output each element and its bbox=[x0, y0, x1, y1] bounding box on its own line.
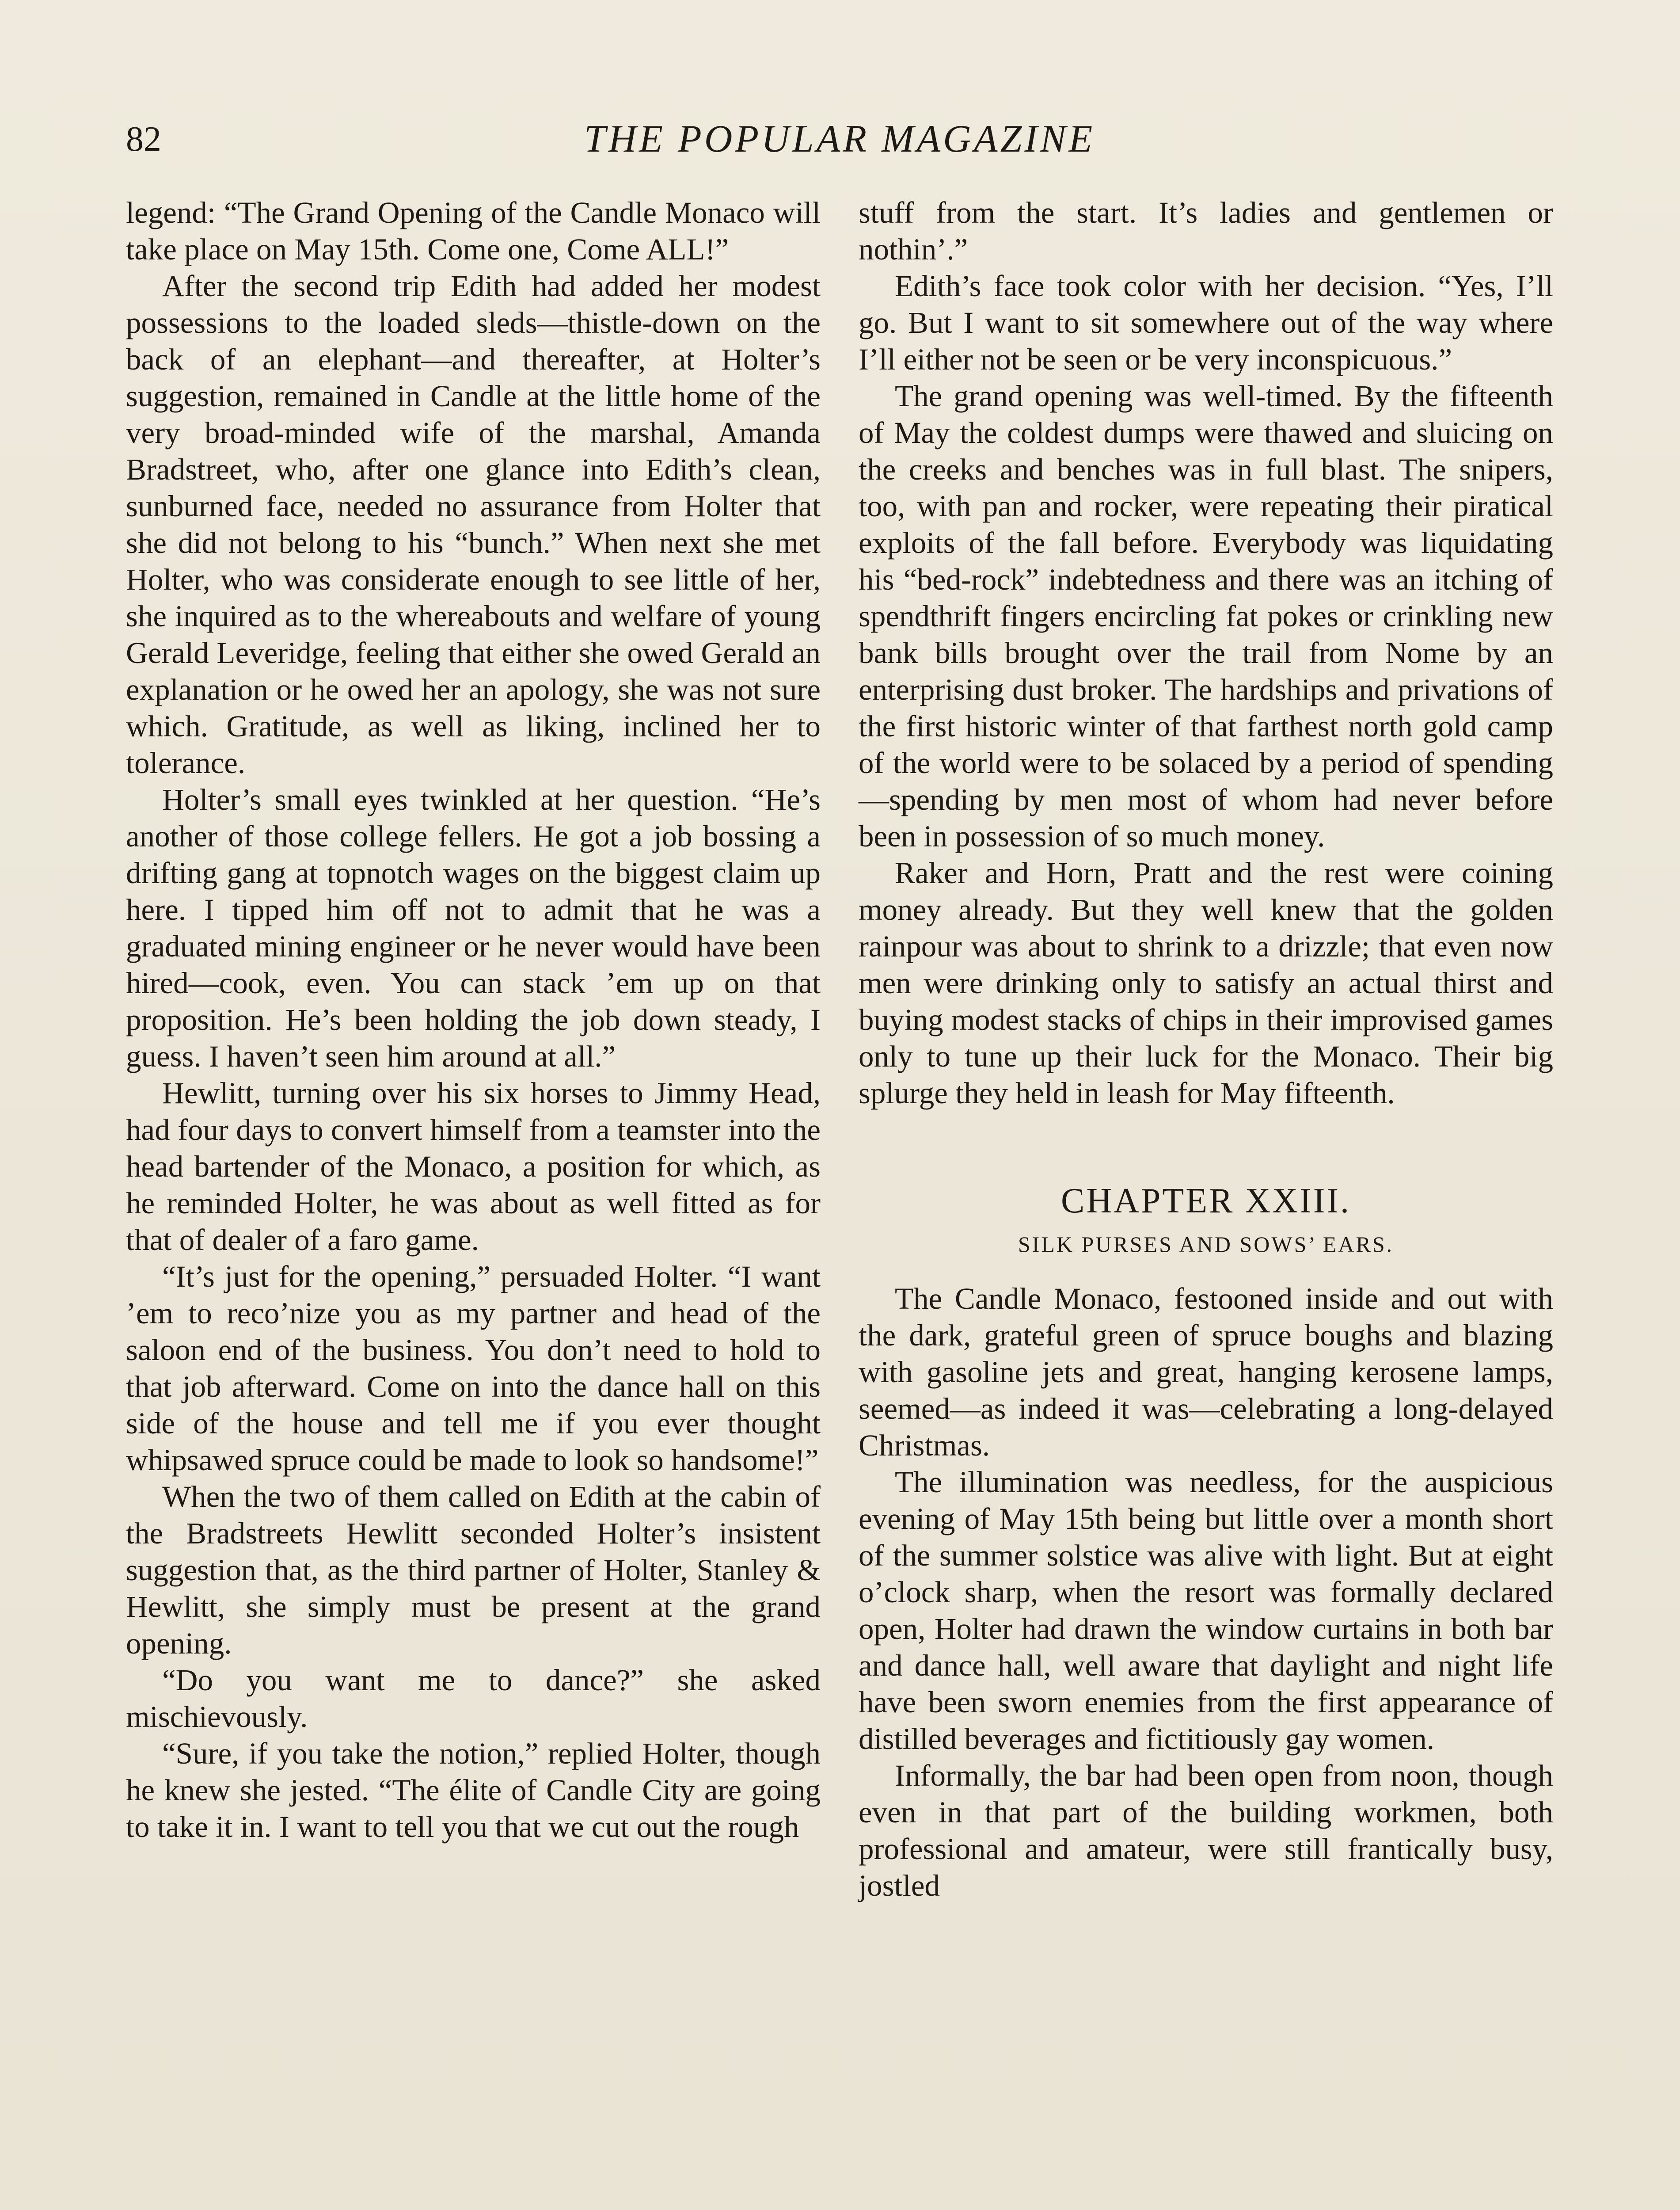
running-head: THE POPULAR MAGAZINE bbox=[584, 118, 1095, 160]
paragraph: After the second trip Edith had added her modest possessions to the loaded sleds—thistle-down on the back of an elephant—and thereafter, at Holter’s suggestion, remained in Candle at the little home of the very broad-minded wife of the marshal, Amanda Bradstreet, who, after one glance into Edith’s clean, sunburned face, needed no assurance from Holter that she did not belong to his “bunch.” When next she met Holter, who was considerate enough to see little of her, she inquired as to the whereabouts and welfare of young Gerald Leveridge, feeling that either she owed Gerald an explanation or he owed her an apology, she was not sure which. Gratitude, as well as liking, inclined her to tolerance. bbox=[126, 269, 821, 780]
page-header bbox=[126, 113, 1553, 166]
paragraph: When the two of them called on Edith at the cabin of the Bradstreets Hewlitt seconded Holter’s insistent suggestion that, as the third partner of Holter, Stanley & Hewlitt, she simply must be present at the grand opening. bbox=[126, 1480, 821, 1660]
right-column bbox=[859, 194, 1553, 1904]
paragraph: Informally, the bar had been open from noon, though even in that part of the building workmen, both professional and amateur, were still frantically busy, jostled bbox=[859, 1759, 1553, 1902]
chapter-title: CHAPTER XXIII. bbox=[1061, 1181, 1351, 1220]
paragraph: The grand opening was well-timed. By the fifteenth of May the coldest dumps were thawed and sluicing on the creeks and benches was in full blast. The snipers, too, with pan and rocker, were repeating their piratical exploits of the fall before. Everybody was liquidating his “bed-rock” indebtedness and there was an itching of spendthrift fingers encircling fat pokes or crinkling new bank bills brought over the trail from Nome by an enterprising dust broker. The hardships and privations of the first historic winter of that farthest north gold camp of the world were to be solaced by a period of spending—spending by men most of whom had never before been in possession of so much money. bbox=[859, 379, 1553, 853]
paragraph: legend: “The Grand Opening of the Candle Monaco will take place on May 15th. Come one, Come ALL!” bbox=[126, 196, 821, 266]
page-number: 82 bbox=[126, 120, 161, 159]
paragraph: “Sure, if you take the notion,” replied Holter, though he knew she jested. “The élite of Candle City are going to take it in. I want to tell you that we cut out the rough bbox=[126, 1737, 821, 1844]
paragraph: “It’s just for the opening,” persuaded Holter. “I want ’em to reco’nize you as my partner and head of the saloon end of the business. You don’t need to hold to that job afterward. Come on into the dance hall on this side of the house and tell me if you ever thought whipsawed spruce could be made to look so handsome!” bbox=[126, 1260, 821, 1477]
chapter-subtitle: SILK PURSES AND SOWS’ EARS. bbox=[1018, 1232, 1394, 1257]
paragraph: Edith’s face took color with her decision. “Yes, I’ll go. But I want to sit somewhere out of the way where I’ll either not be seen or be very inconspicuous.” bbox=[859, 269, 1553, 376]
left-column bbox=[126, 194, 821, 1845]
paragraph: The illumination was needless, for the auspicious evening of May 15th being but little over a month short of the summer solstice was alive with light. But at eight o’clock sharp, when the resort was formally declared open, Holter had drawn the window curtains in both bar and dance hall, well aware that daylight and night life have been sworn enemies from the first appearance of distilled beverages and fictitiously gay women. bbox=[859, 1465, 1553, 1756]
paragraph: The Candle Monaco, festooned inside and out with the dark, grateful green of spruce boughs and blazing with gasoline jets and great, hanging kerosene lamps, seemed—as indeed it was—celebrating a long-delayed Christmas. bbox=[859, 1282, 1553, 1462]
paragraph: “Do you want me to dance?” she asked mischievously. bbox=[126, 1663, 821, 1734]
paragraph: Hewlitt, turning over his six horses to Jimmy Head, had four days to convert himself from a teamster into the head bartender of the Monaco, a position for which, as he reminded Holter, he was about as well fitted as for that of dealer of a faro game. bbox=[126, 1076, 821, 1257]
paragraph: Holter’s small eyes twinkled at her question. “He’s another of those college fellers. He got a job bossing a drifting gang at topnotch wages on the biggest claim up here. I tipped him off not to admit that he was a graduated mining engineer or he never would have been hired—cook, even. You can stack ’em up on that proposition. He’s been holding the job down steady, I guess. I haven’t seen him around at all.” bbox=[126, 783, 821, 1073]
paragraph: stuff from the start. It’s ladies and gentlemen or nothin’.” bbox=[859, 196, 1553, 266]
paragraph: Raker and Horn, Pratt and the rest were coining money already. But they well knew that the golden rainpour was about to shrink to a drizzle; that even now men were drinking only to satisfy an actual thirst and buying modest stacks of chips in their improvised games only to tune up their luck for the Monaco. Their big splurge they held in leash for May fifteenth. bbox=[859, 856, 1553, 1110]
